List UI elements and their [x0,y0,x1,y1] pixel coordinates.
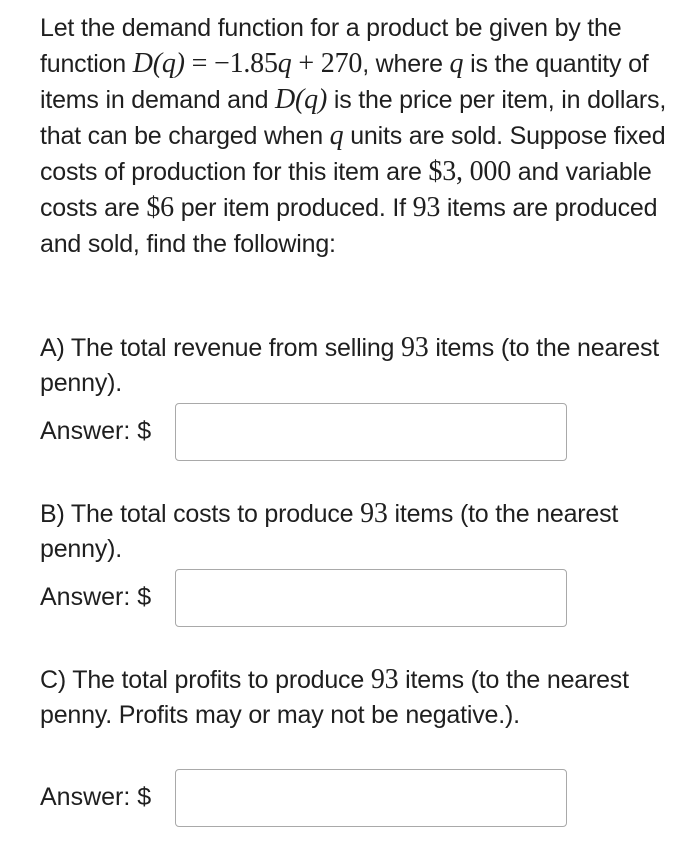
demand-coef: = −1.85 [184,48,278,79]
item-count: 93 [412,192,441,223]
answer-a-input[interactable] [175,403,567,461]
stem-text: Let the demand function for a product be given by the function [40,14,622,78]
demand-lhs: D(q) [132,48,185,79]
var-q: q [449,48,464,79]
question-a: A) The total revenue from selling 93 items (to the nearest penny). [40,332,660,397]
item-count: 93 [370,664,399,695]
stem-text: units are sold. Suppose fixed costs of production for this item are [40,122,666,186]
demand-function [133,48,362,79]
answer-c-input[interactable] [175,769,567,827]
stem-text: items are produced and sold, find the following: [40,194,658,258]
stem-text: , where [362,50,450,78]
fixed-cost: $3, 000 [428,156,512,187]
answer-b-label: Answer: $ [40,583,152,611]
question-c: C) The total profits to produce 93 items (to the nearest penny. Profits may or may not be negative.). [40,664,629,729]
item-count: 93 [360,498,388,529]
stem-text: is the price per item, in dollars, that can be charged when [40,86,667,150]
answer-c-label: Answer: $ [40,783,152,811]
question-b: B) The total costs to produce 93 items (to the nearest penny). [40,498,619,563]
demand-var: q [277,48,292,79]
answer-b-input[interactable] [175,569,567,627]
stem-text: is the quantity of items in demand and [40,50,649,114]
problem-statement [40,10,680,262]
demand-const: + 270 [291,48,363,79]
variable-cost: $6 [146,192,174,223]
stem-text: and variable costs are [40,158,652,222]
item-count: 93 [400,332,429,363]
stem-text: per item produced. If [173,194,413,222]
answer-a-label: Answer: $ [40,417,152,445]
var-q: q [329,120,344,151]
var-dq: D(q) [275,84,328,115]
